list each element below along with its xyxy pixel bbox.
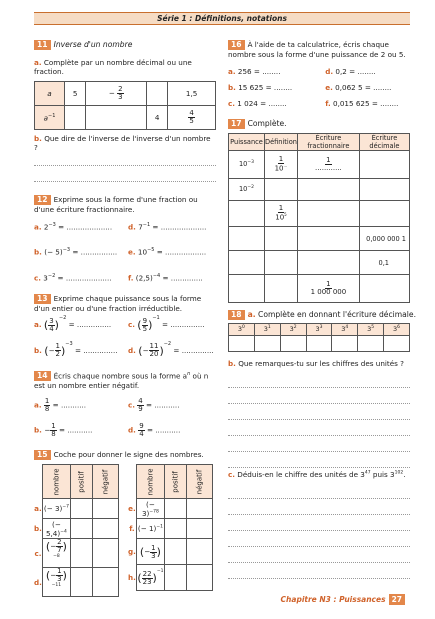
answer-cell[interactable] [297,179,359,201]
ex16-item: d. 0,2 = ........ [325,67,376,76]
ex17-heading: 17 Complète. [228,119,287,129]
ex14-item: c. $\frac{4}{9}$ = ........... [128,397,180,413]
ex12-item: a. $2^{-3}$ = .................... [34,222,113,232]
power-header-cell: $3^6$ [384,324,410,336]
power-value-cell[interactable] [384,336,410,352]
checkbox-cell[interactable] [93,519,119,539]
power-header-cell: $3^3$ [306,324,332,336]
answer-line[interactable] [34,152,216,166]
ex18-b-lines [228,372,410,468]
ex12-items [34,222,216,282]
answer-line[interactable] [228,563,410,579]
answer-line[interactable] [34,168,216,182]
ex11-number: 11 [34,40,51,50]
ex14-item: b. − $\frac{1}{8}$ = ........... [34,422,93,438]
answer-cell[interactable] [297,227,359,251]
checkbox-cell[interactable] [70,568,92,597]
ex13-item: d. (− $\frac{11}{20}$ )$^{-2}$ = .............. [128,340,214,358]
ex12-item: d. $7^{-1}$ = .................... [128,222,207,232]
power-header-cell: $3^4$ [332,324,358,336]
answer-line[interactable] [228,404,410,420]
ex16-items [228,67,410,108]
ex12-item: f. $(2,5)^{-4}$ = .............. [128,272,203,283]
page-number: 27 [389,594,405,605]
answer-cell[interactable] [265,251,298,275]
checkbox-cell[interactable] [187,519,213,539]
ex15-left-table: nombre positif négatif a. (− 3)$^{-7}$ b. (− 5,4)$^{-4}$ c. (− $\frac{2}{7}$ )$^{-8}$ d. (− $\frac{1}{3}$ )$^{-11}$ [34,464,119,597]
ex13-item: c. ( $\frac{9}{5}$ )$^{-1}$ = ............... [128,315,205,333]
ex12-item: e. $10^{-5}$ = .................. [128,247,207,257]
ex11-title: Inverse d'un nombre [53,40,133,49]
power-value-cell[interactable] [229,336,255,352]
checkbox-cell[interactable] [70,519,92,539]
ex13-item: b. (− $\frac{1}{2}$ )$^{-3}$ = ............... [34,340,118,358]
ex14-item: d. $\frac{9}{4}$ = ........... [128,422,181,438]
series-header: Série 1 : Définitions, notations [34,12,410,25]
answer-cell[interactable] [229,251,265,275]
ex11-b: b. Que dire de l'inverse de l'inverse d'un nombre ? [34,134,211,152]
power-value-cell[interactable] [358,336,384,352]
answer-line[interactable] [228,547,410,563]
ex14-heading: 14 Écris chaque nombre sous la forme $a^n$ où n est un nombre entier négatif. [34,371,209,390]
answer-line[interactable] [228,452,410,468]
power-value-cell[interactable] [280,336,306,352]
answer-line[interactable] [228,372,410,388]
ex18-powers-table [228,323,410,352]
answer-cell[interactable] [229,275,265,303]
checkbox-cell[interactable] [164,519,186,539]
checkbox-cell[interactable] [187,499,213,519]
checkbox-cell[interactable] [164,539,186,565]
answer-cell[interactable] [297,201,359,227]
checkbox-cell[interactable] [164,565,186,591]
ex11-table: a 5 − $\frac{2}{3}$ 1,5 $a^{-1}$ 4 $\frac{4}{5}$ [34,81,216,130]
power-value-cell[interactable] [332,336,358,352]
answer-cell[interactable] [359,179,409,201]
answer-line[interactable] [228,483,410,499]
answer-cell[interactable] [359,275,409,303]
ex12-item: c. $3^{-2}$ = .................... [34,272,112,283]
ex18-b: b. Que remarques-tu sur les chiffres des unités ? [228,359,404,368]
answer-line[interactable] [228,499,410,515]
power-header-cell: $3^0$ [229,324,255,336]
ex13-heading: 13 Exprime chaque puissance sous la forme d'un entier ou d'une fraction irréductible. [34,294,202,313]
answer-cell[interactable] [265,227,298,251]
ex11-heading [34,40,132,50]
ex12-heading: 12 Exprime sous la forme d'une fraction ou d'une écriture fractionnaire. [34,195,198,214]
checkbox-cell[interactable] [70,539,92,568]
page-footer [281,595,405,604]
ex16-item: f. 0,015 625 = ........ [325,99,399,108]
answer-cell[interactable] [229,201,265,227]
ex18-heading: 18 a. Complète en donnant l'écriture décimale. [228,310,416,320]
answer-line[interactable] [228,515,410,531]
ex11-a: a. Complète par un nombre décimal ou une fraction. [34,58,192,76]
power-header-cell: $3^5$ [358,324,384,336]
checkbox-cell[interactable] [70,499,92,519]
ex14-items [34,398,216,438]
ex13-items [34,315,216,358]
answer-line[interactable] [228,420,410,436]
answer-cell[interactable] [229,227,265,251]
checkbox-cell[interactable] [187,539,213,565]
ex16-heading: 16 À l'aide de ta calculatrice, écris chaque nombre sous la forme d'une puissance de 2 ou 5. [228,40,406,59]
power-value-cell[interactable] [254,336,280,352]
ex16-item: a. 256 = ........ [228,67,281,76]
answer-cell[interactable] [265,275,298,303]
ex15-heading: 15 Coche pour donner le signe des nombres. [34,450,216,460]
ex13-item: a. ( $\frac{3}{4}$ )$^{-2}$ = ............... [34,315,112,333]
checkbox-cell[interactable] [93,499,119,519]
answer-cell[interactable] [297,251,359,275]
ex15-right-table: nombre positif négatif e. (− 3)$^{-78}$ f. (− 1)$^{-1}$ g. (− $\frac{1}{3}$ ) h. ( $\frac{22}{23}$ )$^{-1}$ [128,464,213,591]
checkbox-cell[interactable] [187,565,213,591]
checkbox-cell[interactable] [164,499,186,519]
ex16-item: b. 15 625 = ........ [228,83,293,92]
checkbox-cell[interactable] [93,568,119,597]
ex16-item: c. 1 024 = ........ [228,99,287,108]
answer-cell[interactable] [359,151,409,179]
answer-cell[interactable] [359,201,409,227]
power-header-cell: $3^1$ [254,324,280,336]
ex18-c: c. Déduis-en le chiffre des unités de $3^{47}$ puis $3^{102}$. [228,470,406,479]
answer-line[interactable] [228,531,410,547]
checkbox-cell[interactable] [93,539,119,568]
ex16-item: e. 0,062 5 = ........ [325,83,392,92]
power-value-cell[interactable] [306,336,332,352]
power-header-cell: $3^2$ [280,324,306,336]
ex17-table: Puissance Définition Écriture fractionnaire Écriture décimale $10^{-3}$ $\frac{1}{10^{...}}$ $\frac{1}{............}$ $10^{-2}$ $\frac{1}{10^5}$ 0,000 000 1 0,1 $\frac{1}{1 000 000}$ [228,133,410,303]
chapter-title: Chapitre N3 : Puissances [280,595,386,604]
ex14-item: a. $\frac{1}{8}$ = ........... [34,397,87,413]
ex18-c-lines [228,483,410,579]
answer-line[interactable] [228,436,410,452]
answer-line[interactable] [228,388,410,404]
ex12-item: b. (− 5)$^{-3}$ = ................ [34,247,118,257]
answer-cell[interactable] [265,179,298,201]
